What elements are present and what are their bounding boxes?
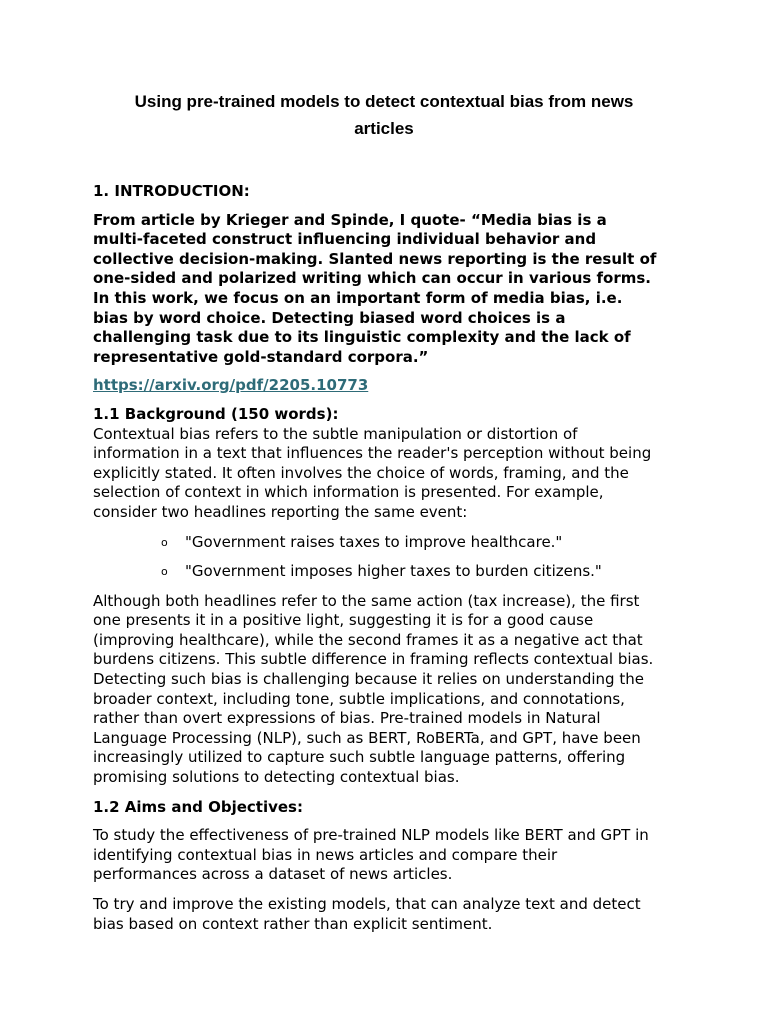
background-heading: 1.1 Background (150 words): — [93, 404, 339, 423]
list-item — [93, 533, 693, 553]
aims-line: identifying contextual bias in news articles and compare their — [93, 845, 558, 864]
quote-paragraph — [93, 211, 693, 368]
aims-paragraph — [93, 826, 693, 885]
analysis-line: burdens citizens. This subtle difference in framing reflects contextual bias. — [93, 650, 654, 669]
background-line: selection of context in which information is presented. For example, — [93, 483, 604, 502]
bullet-marker: o — [161, 535, 168, 549]
bullet-text: "Government imposes higher taxes to burden citizens." — [185, 562, 602, 581]
background-line: Contextual bias refers to the subtle manipulation or distortion of — [93, 424, 578, 443]
analysis-line: increasingly utilized to capture such subtle language patterns, offering — [93, 748, 626, 767]
title-line: Using pre-trained models to detect contextual bias from news — [134, 92, 634, 111]
analysis-line: promising solutions to detecting contextual bias. — [93, 768, 460, 787]
analysis-paragraph — [93, 592, 693, 788]
bullet-marker: o — [161, 565, 168, 579]
aims-line: To study the effectiveness of pre-trained NLP models like BERT and GPT in — [93, 826, 649, 845]
background-line: explicitly stated. It often involves the choice of words, framing, and the — [93, 463, 629, 482]
title-line: articles — [354, 119, 414, 138]
analysis-line: Language Processing (NLP), such as BERT, RoBERTa, and GPT, have been — [93, 728, 641, 747]
analysis-line: broader context, including tone, subtle implications, and connotations, — [93, 689, 625, 708]
quote-line: multi-faceted construct influencing individual behavior and — [93, 230, 597, 249]
aims-heading: 1.2 Aims and Objectives: — [93, 797, 303, 816]
aims-line: bias based on context rather than explicit sentiment. — [93, 914, 493, 933]
aims-line: To try and improve the existing models, that can analyze text and detect — [93, 895, 641, 913]
aims-paragraph — [93, 895, 693, 934]
introduction-heading: 1. INTRODUCTION: — [93, 182, 250, 200]
background-line: information in a text that influences the reader's perception without being — [93, 444, 652, 463]
headline-list — [93, 533, 693, 582]
quote-line: representative gold-standard corpora.” — [93, 347, 429, 366]
bullet-text: "Government raises taxes to improve healthcare." — [185, 532, 563, 551]
quote-line: challenging task due to its linguistic complexity and the lack of — [93, 328, 631, 347]
quote-line: bias by word choice. Detecting biased word choices is a — [93, 308, 566, 327]
analysis-line: Detecting such bias is challenging because it relies on understanding the — [93, 670, 644, 689]
analysis-line: (improving healthcare), while the second frames it as a negative act that — [93, 630, 643, 649]
aims-line: performances across a dataset of news articles. — [93, 865, 453, 884]
document-body — [93, 182, 693, 944]
background-section — [93, 405, 693, 523]
document-title — [96, 88, 672, 142]
quote-line: collective decision-making. Slanted news reporting is the result of — [93, 249, 657, 268]
analysis-line: rather than overt expressions of bias. Pre-trained models in Natural — [93, 709, 601, 728]
quote-line: From article by Krieger and Spinde, I quote- “Media bias is a — [93, 210, 607, 229]
quote-line: In this work, we focus on an important form of media bias, i.e. — [93, 288, 623, 307]
list-item — [93, 562, 693, 582]
analysis-line: one presents it in a positive light, suggesting it is for a good cause — [93, 611, 594, 630]
source-link[interactable]: https://arxiv.org/pdf/2205.10773 — [93, 376, 369, 395]
quote-line: one-sided and polarized writing which can occur in various forms. — [93, 269, 652, 288]
analysis-line: Although both headlines refer to the same action (tax increase), the first — [93, 591, 640, 610]
background-line: consider two headlines reporting the same event: — [93, 502, 468, 521]
